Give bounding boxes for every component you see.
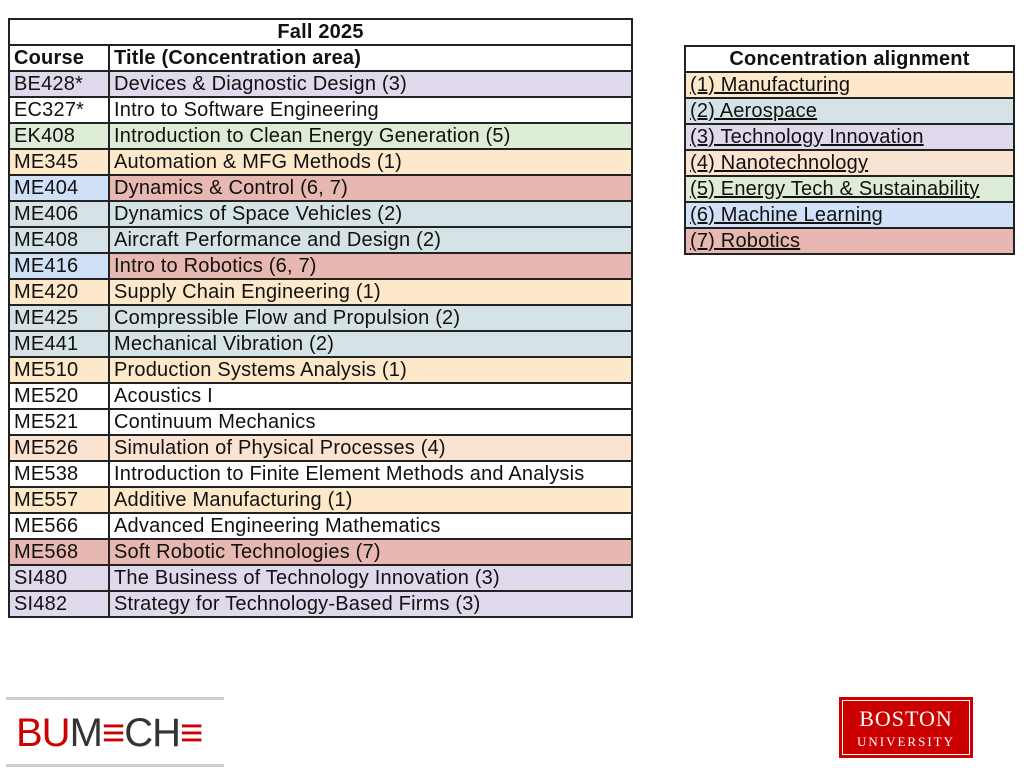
course-title: Supply Chain Engineering (1)	[109, 279, 632, 305]
course-row	[9, 227, 632, 253]
course-row	[9, 331, 632, 357]
course-code: EC327*	[9, 97, 109, 123]
course-title: Introduction to Finite Element Methods and Analysis	[109, 461, 632, 487]
course-row	[9, 71, 632, 97]
bumeche-wordmark: BUM≡CH≡	[16, 711, 203, 755]
course-row	[9, 539, 632, 565]
logo-frame	[842, 700, 970, 755]
course-code: ME425	[9, 305, 109, 331]
course-code: ME520	[9, 383, 109, 409]
course-title: Additive Manufacturing (1)	[109, 487, 632, 513]
concentration-alignment-table	[684, 45, 1015, 255]
course-row	[9, 149, 632, 175]
course-row	[9, 253, 632, 279]
course-title: Mechanical Vibration (2)	[109, 331, 632, 357]
course-row	[9, 123, 632, 149]
course-title: Devices & Diagnostic Design (3)	[109, 71, 632, 97]
course-code: ME441	[9, 331, 109, 357]
logo-bottom-rule	[6, 764, 224, 767]
boston-university-logo	[839, 697, 973, 758]
course-title: Automation & MFG Methods (1)	[109, 149, 632, 175]
logo-line-university: UNIVERSITY	[857, 734, 955, 749]
course-row	[9, 513, 632, 539]
course-column-header: Course	[9, 45, 109, 71]
course-row	[9, 487, 632, 513]
alignment-header: Concentration alignment	[685, 46, 1014, 72]
logo-line-boston: BOSTON	[859, 706, 953, 731]
course-code: ME406	[9, 201, 109, 227]
concentration-link[interactable]: (2) Aerospace	[685, 98, 1014, 124]
title-column-header: Title (Concentration area)	[109, 45, 632, 71]
course-title: Intro to Software Engineering	[109, 97, 632, 123]
course-code: ME521	[9, 409, 109, 435]
course-title: Simulation of Physical Processes (4)	[109, 435, 632, 461]
course-title: The Business of Technology Innovation (3)	[109, 565, 632, 591]
course-code: EK408	[9, 123, 109, 149]
course-row	[9, 357, 632, 383]
semester-title: Fall 2025	[9, 19, 632, 45]
course-title: Strategy for Technology-Based Firms (3)	[109, 591, 632, 617]
alignment-row	[685, 176, 1014, 202]
course-row	[9, 175, 632, 201]
course-title: Continuum Mechanics	[109, 409, 632, 435]
courses-table	[8, 18, 633, 618]
course-row	[9, 97, 632, 123]
logo-top-rule	[6, 697, 224, 700]
course-row	[9, 409, 632, 435]
course-code: ME416	[9, 253, 109, 279]
course-row	[9, 591, 632, 617]
course-code: ME345	[9, 149, 109, 175]
course-title: Production Systems Analysis (1)	[109, 357, 632, 383]
course-code: ME557	[9, 487, 109, 513]
course-row	[9, 279, 632, 305]
alignment-row	[685, 150, 1014, 176]
course-code: ME538	[9, 461, 109, 487]
course-title: Advanced Engineering Mathematics	[109, 513, 632, 539]
course-code: ME566	[9, 513, 109, 539]
concentration-link[interactable]: (6) Machine Learning	[685, 202, 1014, 228]
course-code: ME526	[9, 435, 109, 461]
course-title: Aircraft Performance and Design (2)	[109, 227, 632, 253]
course-row	[9, 305, 632, 331]
course-title: Intro to Robotics (6, 7)	[109, 253, 632, 279]
course-code: SI482	[9, 591, 109, 617]
concentration-link[interactable]: (7) Robotics	[685, 228, 1014, 254]
course-code: ME404	[9, 175, 109, 201]
alignment-row	[685, 202, 1014, 228]
column-header-row	[9, 45, 632, 71]
course-title: Compressible Flow and Propulsion (2)	[109, 305, 632, 331]
concentration-link[interactable]: (5) Energy Tech & Sustainability	[685, 176, 1014, 202]
course-row	[9, 201, 632, 227]
course-code: BE428*	[9, 71, 109, 97]
bumeche-logo	[6, 697, 224, 767]
concentration-link[interactable]: (1) Manufacturing	[685, 72, 1014, 98]
course-title: Introduction to Clean Energy Generation (5)	[109, 123, 632, 149]
course-code: ME420	[9, 279, 109, 305]
course-row	[9, 461, 632, 487]
alignment-header-row	[685, 46, 1014, 72]
concentration-link[interactable]: (3) Technology Innovation	[685, 124, 1014, 150]
course-code: ME510	[9, 357, 109, 383]
course-row	[9, 565, 632, 591]
alignment-row	[685, 98, 1014, 124]
course-title: Dynamics & Control (6, 7)	[109, 175, 632, 201]
course-row	[9, 383, 632, 409]
course-code: ME568	[9, 539, 109, 565]
alignment-row	[685, 124, 1014, 150]
course-code: ME408	[9, 227, 109, 253]
concentration-link[interactable]: (4) Nanotechnology	[685, 150, 1014, 176]
alignment-row	[685, 72, 1014, 98]
course-row	[9, 435, 632, 461]
alignment-row	[685, 228, 1014, 254]
course-title: Soft Robotic Technologies (7)	[109, 539, 632, 565]
course-code: SI480	[9, 565, 109, 591]
course-title: Acoustics I	[109, 383, 632, 409]
semester-header-row	[9, 19, 632, 45]
course-title: Dynamics of Space Vehicles (2)	[109, 201, 632, 227]
